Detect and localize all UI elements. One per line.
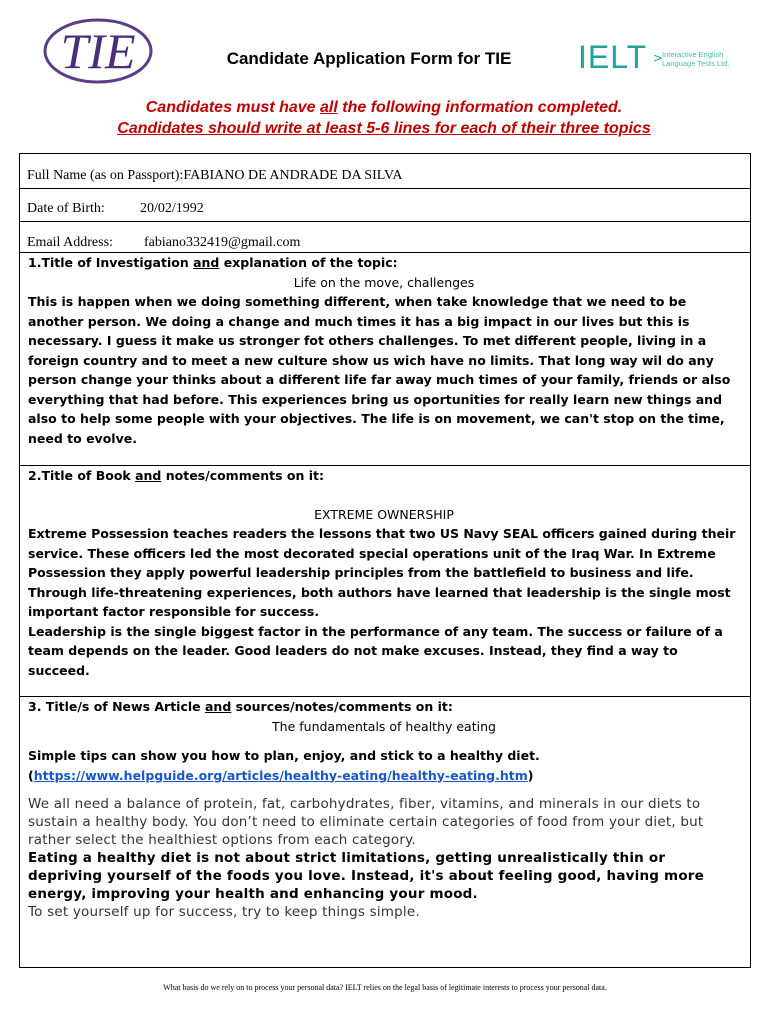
section-3-body-2: Eating a healthy diet is not about strict limitations, getting unrealistically thin or depriving yourself of the foods you love. Instead, it's about feeling good, having more energy, improving your health and enhancing your mood. (28, 850, 705, 902)
section-3-source: (https://www.helpguide.org/articles/healthy-eating/healthy-eating.htm) (28, 767, 534, 783)
source-link[interactable]: https://www.helpguide.org/articles/healthy-eating/healthy-eating.htm (33, 767, 528, 783)
section-book (28, 466, 740, 680)
footer-note: What basis do we rely on to process your personal data? IELT relies on the legal basis of legitimate interests to process your personal data. (163, 983, 607, 992)
divider (20, 221, 750, 222)
ielt-logo-text: IELT (578, 39, 648, 75)
full-name-value: FABIANO DE ANDRADE DA SILVA (183, 168, 403, 183)
dob-value: 20/02/1992 (140, 201, 204, 216)
email-label: Email Address: (27, 235, 113, 250)
section-2-heading: 2.Title of Book and notes/comments on it: (28, 468, 324, 483)
dob-field (27, 201, 327, 217)
full-name-label: Full Name (as on Passport): (27, 168, 184, 183)
notice-line-1: Candidates must have all the following information completed. (145, 99, 623, 116)
section-investigation (28, 253, 740, 448)
section-3-body-3: To set yourself up for success, try to keep things simple. (28, 904, 420, 920)
ielt-logo-subtitle: Interactive English Language Tests Ltd. (662, 50, 730, 68)
email-field (27, 235, 427, 251)
section-3-intro: Simple tips can show you how to plan, enjoy, and stick to a healthy diet. (28, 748, 540, 763)
section-2-body-1: Extreme Possession teaches readers the lessons that two US Navy SEAL officers gained during their service. These officers led the most decorated special operations unit of the Iraq War. In Extreme Possession they apply powerful leadership principles from the battlefield to business and life. Through life-threatening experiences, both authors have learned that leadership is the single most important factor responsible for success. (28, 526, 736, 619)
section-1-heading: 1.Title of Investigation and explanation of the topic: (28, 255, 398, 270)
notice-line-2: Candidates should write at least 5-6 lines for each of their three topics (117, 120, 651, 137)
dob-label: Date of Birth: (27, 201, 105, 216)
section-1-body: This is happen when we doing something different, when take knowledge that we need to be another person. We doing a change and much times it has a big impact in our lives but this is necessary. I guess it make us stronger fot others challenges. To met different people, living in a foreign country and to meet a new culture show us wich have no limits. That long way wil do any person change your thinks about a different life far away much times of your family, friends or also everything that had before. This experiences bring us oportunities for really learn new things and also to help some people with your objectives. The life is on movement, we can't stop on the time, need to evolve. (28, 294, 731, 446)
email-value: fabiano332419@gmail.com (144, 235, 301, 250)
tie-logo-text: TIE (60, 23, 136, 79)
section-3-heading: 3. Title/s of News Article and sources/notes/comments on it: (28, 699, 453, 714)
application-form (19, 153, 751, 968)
section-1-title: Life on the move, challenges (293, 274, 475, 290)
section-news-article (28, 697, 740, 921)
page-title: Candidate Application Form for TIE (226, 49, 512, 68)
chevron-right-icon: > (653, 51, 664, 65)
ielt-logo (578, 40, 748, 76)
full-name-field (27, 168, 402, 184)
section-3-body-1: We all need a balance of protein, fat, carbohydrates, fiber, vitamins, and minerals in our diets to sustain a healthy body. You don’t need to eliminate certain categories of food from your diet, but rather select the healthiest options from each category. (28, 796, 704, 848)
divider (20, 188, 750, 189)
section-2-title: EXTREME OWNERSHIP (314, 506, 454, 522)
section-3-title: The fundamentals of healthy eating (272, 718, 496, 734)
section-2-body-2: Leadership is the single biggest factor in the performance of any team. The success or failure of a team depends on the leader. Good leaders do not make excuses. Instead, they find a way to succeed. (28, 623, 723, 678)
